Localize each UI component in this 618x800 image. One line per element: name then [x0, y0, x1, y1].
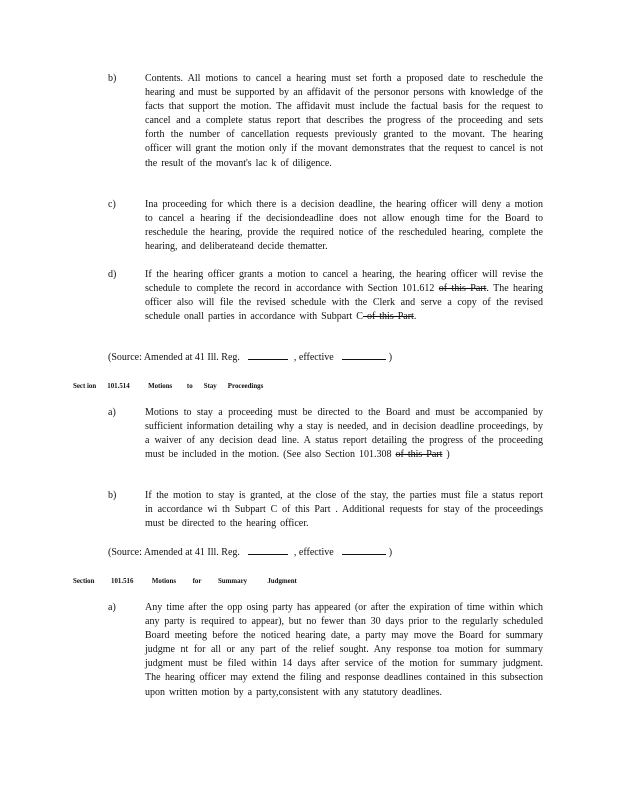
section-title-word: to [186, 381, 193, 390]
text-run: Any time after the opp osing party has appeared (or after the expiration of time within which any party is required to appear), but no fewer than 30 days prior to the regularly scheduled Board meeting before the noticed hearing date, a party may move the Board for summary judgme nt for all or any part of the relief sought. Any response toa motion for summary judgment must be filed within 14 days after service of the motion for summary judgment. The hearing officer may extend the filing and response deadlines contained in this subsection upon written motion by a party,consistent with any statutory deadlines. [145, 602, 543, 698]
source-mid: , effective [293, 547, 334, 558]
item-label: a) [108, 602, 116, 613]
section-number: 101.516 [111, 576, 134, 585]
source-note [108, 350, 392, 365]
item-label: a) [108, 407, 116, 418]
section-heading-514 [73, 381, 274, 391]
item-label: c) [108, 199, 116, 210]
section-title-word: for [192, 576, 202, 585]
section-title-word: Judgment [267, 576, 297, 585]
blank-line [248, 545, 288, 555]
text-run: If the motion to stay is granted, at the close of the stay, the parties must file a status report in accordance wi th Subpart C of this Part . Additional requests for stay of the proceedings must be directed to the hearing officer. [145, 490, 543, 530]
struck-text: of this Part [362, 311, 414, 323]
text-run: Ina proceeding for which there is a decision deadline, the hearing officer will deny a motion to cancel a hearing if the decisiondeadline does not allow enough time for the Board to reschedule the hearing, provide the required notice of the rescheduled hearing, complete the hearing, and deliberateand decide thematter. [145, 199, 543, 253]
text-run: . The hearing officer also will file the revised schedule with the Clerk and serve a copy of the revised schedule onall parties in accordance with Subpart C [145, 283, 543, 323]
section-heading-516 [73, 576, 308, 586]
item-text [145, 72, 543, 171]
blank-line [342, 545, 386, 555]
section-title-word: Motions [151, 576, 177, 585]
text-run: Contents. All motions to cancel a hearing must set forth a proposed date to reschedule the hearing and must be supported by an affidavit of the personor persons with knowledge of the facts that support the motion. The affidavit must include the factual basis for the request to cancel and a complete status report that describes the progress of the proceeding and sets forth the number of cancellation requests previously granted to the movant. The hearing officer will grant the motion only if the movant demonstrates that the request to cancel is not the result of the movant's lac k of diligence. [145, 73, 543, 169]
text-run: . [413, 311, 417, 323]
section-title-word: Stay [203, 381, 217, 390]
item-text [145, 406, 543, 462]
section-title-word: Motions [148, 381, 173, 390]
item-label: b) [108, 490, 117, 501]
source-suffix: ) [388, 547, 393, 558]
section-title-word: Summary [217, 576, 248, 585]
source-suffix: ) [388, 352, 393, 363]
source-mid: , effective [293, 352, 334, 363]
section-word: Sect ion [73, 381, 97, 390]
item-label: b) [108, 73, 117, 84]
section-word: Section [73, 576, 95, 585]
blank-line [248, 350, 288, 360]
section-number: 101.514 [107, 381, 130, 390]
item-text [145, 489, 543, 531]
struck-text: of this Part [395, 449, 443, 461]
item-label: d) [108, 269, 117, 280]
text-run: ) [442, 449, 450, 461]
source-note [108, 545, 392, 560]
item-text [145, 601, 543, 700]
item-text [145, 268, 543, 324]
struck-text: of this Part [438, 283, 487, 295]
source-prefix: (Source: Amended at 41 Ill. Reg. [108, 352, 240, 363]
item-text [145, 198, 543, 254]
section-title-word: Proceedings [227, 381, 264, 390]
blank-line [342, 350, 386, 360]
source-prefix: (Source: Amended at 41 Ill. Reg. [108, 547, 240, 558]
text-run: Motions to stay a proceeding must be directed to the Board and must be accompanied by sufficient information detailing why a stay is needed, and in decision deadline proceedings, by a waiver of any decision dead line. A status report detailing the progress of the proceeding must be included in the motion. (See also Section 101.308 [145, 407, 543, 461]
text-run: If the hearing officer grants a motion to cancel a hearing, the hearing officer will revise the schedule to complete the record in accordance with Section 101.612 [145, 269, 543, 295]
